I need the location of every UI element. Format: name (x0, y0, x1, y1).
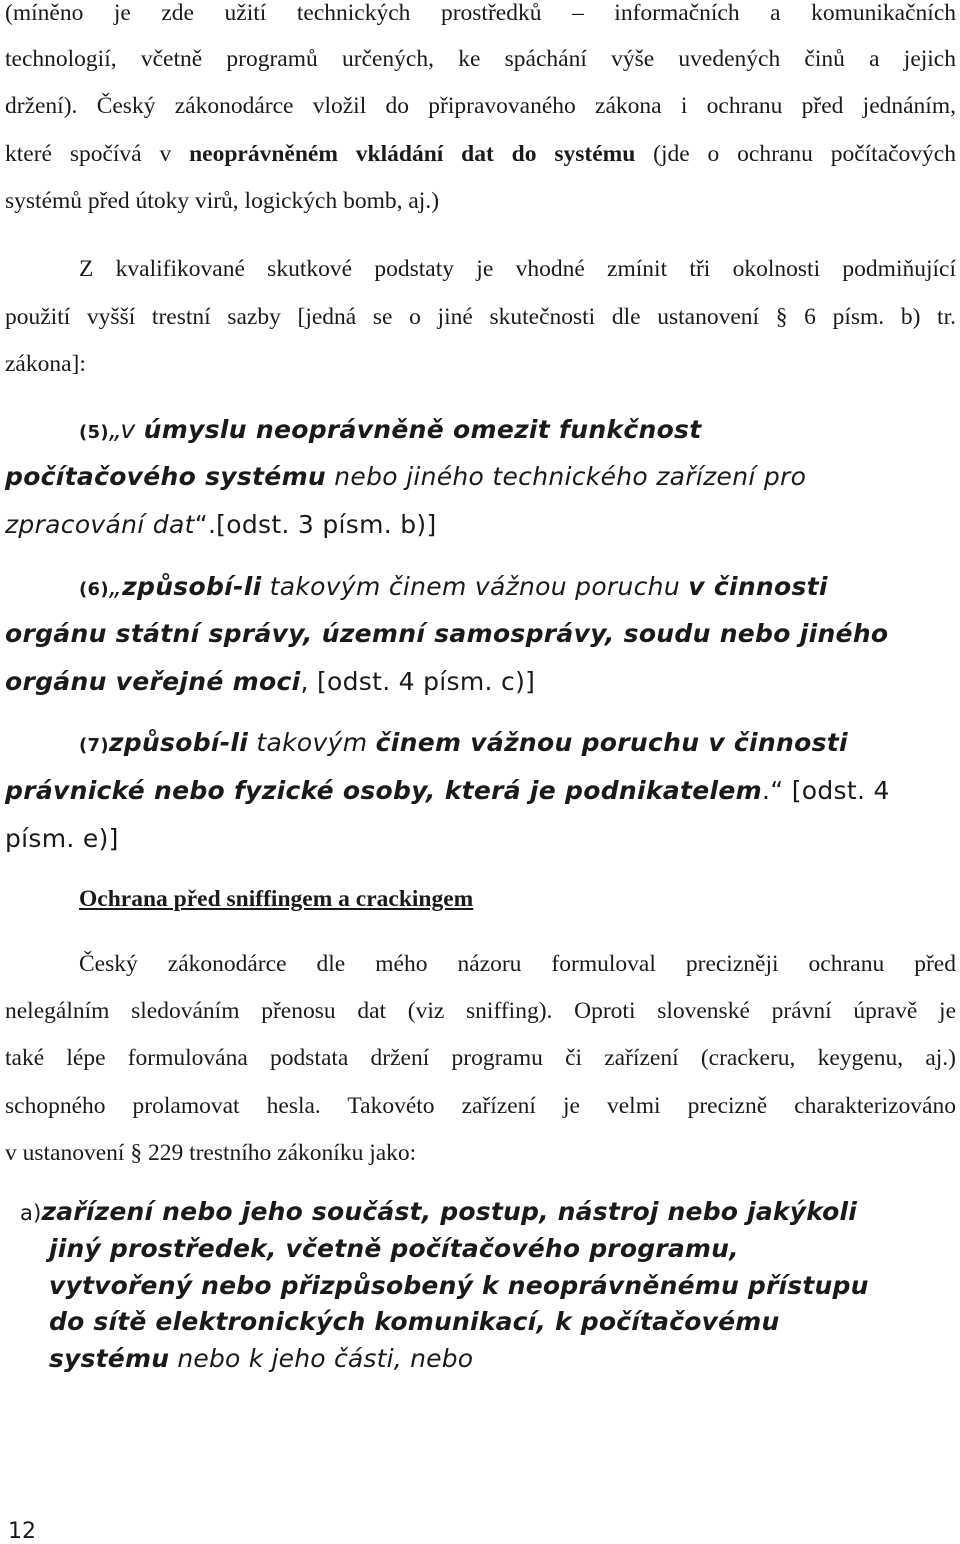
paragraph-line: použití vyšší trestní sazby [jedná se o jiné skutečnosti dle ustanovení § 6 písm. b) tr. (5, 304, 956, 330)
paragraph-line: schopného prolamovat hesla. Takovéto zařízení je velmi precizně charakterizováno (5, 1093, 956, 1119)
bold-phrase: úmyslu neoprávněně omezit funkčnost (143, 415, 702, 444)
section-heading: Ochrana před sniffingem a crackingem (79, 886, 474, 912)
list-marker: a) (20, 1201, 42, 1225)
bold-phrase: neoprávněném vkládání dat do systému (189, 141, 636, 167)
list-line: jiný prostředek, včetně počítačového programu, (49, 1234, 739, 1263)
text-segment: které spočívá v (5, 141, 190, 167)
paragraph-line: držení). Český zákonodárce vložil do připravovaného zákona i ochranu před jednáním, (5, 93, 956, 119)
page-number: 12 (8, 1519, 36, 1544)
text-segment: zpracování dat (5, 510, 195, 539)
bold-phrase: orgánu státní správy, územní samosprávy, soudu nebo jiného (5, 619, 889, 648)
paragraph-line: Český zákonodárce dle mého názoru formuloval precizněji ochranu před (79, 951, 956, 977)
quote-line (5, 462, 956, 491)
quote-number: (7) (79, 735, 109, 756)
text-segment: takovým činem vážnou poruchu (261, 572, 689, 601)
quote-line (5, 619, 956, 648)
quote-line (5, 776, 956, 805)
bold-phrase: v činnosti (688, 572, 828, 601)
bold-phrase: právnické nebo fyzické osoby, která je podnikatelem (5, 776, 762, 805)
paragraph-line: systémů před útoky virů, logických bomb, aj.) (5, 188, 440, 214)
paragraph-line: zákona]: (5, 351, 86, 377)
bold-phrase: zařízení nebo jeho součást, postup, nástroj nebo jakýkoli (41, 1197, 858, 1226)
paragraph-line: technologií, včetně programů určených, ke spáchání výše uvedených činů a jejich (5, 46, 956, 72)
quote-line (5, 510, 956, 539)
quote-number: (6) (79, 579, 109, 600)
text-segment: nebo k jeho části, nebo (169, 1344, 474, 1373)
text-segment: (jde o ochranu počítačových (635, 141, 956, 167)
bold-phrase: způsobí-li (108, 728, 249, 757)
reference: “.[odst. 3 písm. b)] (194, 510, 437, 539)
list-line (49, 1344, 473, 1373)
quote-number: (5) (79, 422, 109, 443)
paragraph-line: také lépe formulována podstata držení programu či zařízení (crackeru, keygenu, aj.) (5, 1045, 956, 1071)
paragraph-line: Z kvalifikované skutkové podstaty je vhodné zmínit tři okolnosti podmiňující (79, 256, 956, 282)
list-line: vytvořený nebo přizpůsobený k neoprávněnému přístupu (49, 1271, 869, 1300)
quote-line: písm. e)] (5, 824, 119, 853)
reference: .“ [odst. 4 (761, 776, 890, 805)
quote-line (79, 415, 956, 444)
bold-phrase: způsobí-li (122, 572, 262, 601)
reference: , [odst. 4 písm. c)] (300, 667, 536, 696)
bold-phrase: činem vážnou poruchu v činnosti (375, 728, 848, 757)
quote-line (5, 667, 956, 696)
list-line (20, 1197, 857, 1226)
paragraph-line: (míněno je zde užití technických prostředků – informačních a komunikačních (5, 0, 956, 26)
text-segment: „v (108, 415, 144, 444)
paragraph-line (5, 141, 956, 168)
bold-phrase: orgánu veřejné moci (5, 667, 301, 696)
list-line: do sítě elektronických komunikací, k počítačovému (49, 1307, 780, 1336)
quote-line (79, 728, 956, 757)
text-segment: takovým (248, 728, 376, 757)
text-segment: „ (108, 572, 123, 601)
quote-line (79, 572, 956, 601)
paragraph-line: v ustanovení § 229 trestního zákoníku jako: (5, 1140, 417, 1166)
bold-phrase: systému (49, 1344, 170, 1373)
text-segment: nebo jiného technického zařízení pro (326, 462, 807, 491)
paragraph-line: nelegálním sledováním přenosu dat (viz sniffing). Oproti slovenské právní úpravě je (5, 998, 956, 1024)
bold-phrase: počítačového systému (5, 462, 327, 491)
